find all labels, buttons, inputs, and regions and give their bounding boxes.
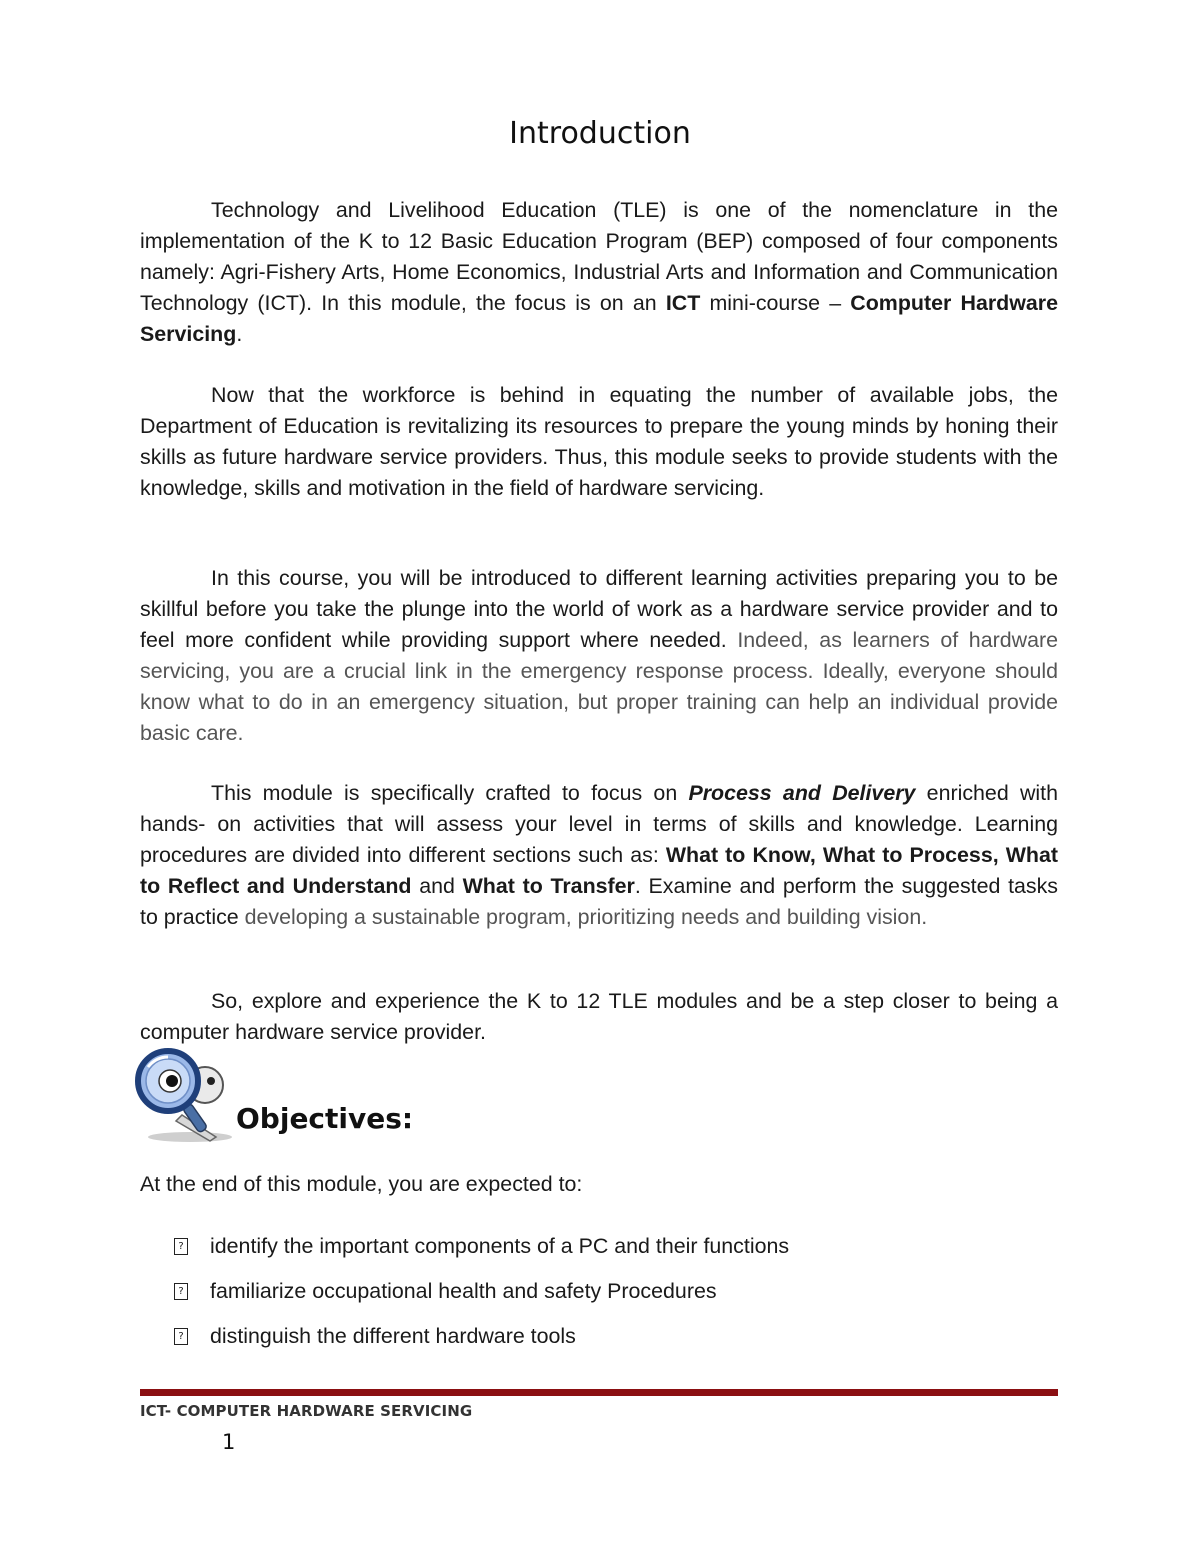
objectives-intro: At the end of this module, you are expected to: [140, 1172, 583, 1196]
paragraph-3 [140, 563, 1058, 749]
paragraph-1 [140, 195, 1058, 350]
magnifying-glass-mascot-icon [130, 1045, 240, 1145]
p1-text-c: mini-course – [700, 291, 851, 315]
objective-text: distinguish the different hardware tools [210, 1324, 576, 1348]
p1-bold-ict: ICT [665, 291, 701, 315]
p4-bold-italic: Process and Delivery [688, 781, 916, 805]
page-title: Introduction [509, 116, 691, 151]
p1-bold-course: Computer Hardware Servicing [140, 291, 1058, 346]
p4-text-h: developing a sustainable program, prioritizing needs and building vision. [244, 905, 928, 929]
list-item [140, 1234, 789, 1279]
p4-text-e: and [411, 874, 463, 898]
p4-text-a: This module is specifically crafted to focus on [211, 781, 689, 805]
list-item [140, 1324, 789, 1369]
checkbox-bullet-icon: ? [174, 1328, 188, 1345]
p3-text-b: Indeed, as learners of hardware servicing, you are a crucial link in the emergency response process. Ideally, everyone should know what to do in an emergency situation, but proper training can help an individual provide basic care. [140, 628, 1058, 745]
objectives-list [140, 1234, 789, 1369]
list-item [140, 1279, 789, 1324]
objectives-heading: Objectives: [236, 1102, 414, 1135]
paragraph-2: Now that the workforce is behind in equating the number of available jobs, the Department of Education is revitalizing its resources to prepare the young minds by honing their skills as future hardware service providers. Thus, this module seeks to provide students with the knowledge, skills and motivation in the field of hardware servicing. [140, 383, 1058, 500]
footer-label: ICT- COMPUTER HARDWARE SERVICING [140, 1402, 473, 1420]
p4-text-g: . Examine and perform the suggested tasks to practice [140, 874, 1058, 929]
p3-text-a: In this course, you will be introduced to different learning activities preparing you to be skillful before you take the plunge into the world of work as a hardware service provider and to feel more confident while providing support where needed. [140, 566, 1058, 652]
p1-text-a: Technology and Livelihood Education (TLE) is one of the nomenclature in the implementation of the K to 12 Basic Education Program (BEP) composed of four components namely: Agri-Fishery Arts, Home Economics, Industrial Arts and Information and Communication Technology (ICT). In this module, the focus is on an [140, 198, 1058, 315]
objective-text: identify the important components of a PC and their functions [210, 1234, 790, 1258]
objective-text: familiarize occupational health and safety Procedures [210, 1279, 717, 1303]
p4-bold-transfer: What to Transfer [462, 874, 635, 898]
p1-text-e: . [236, 322, 243, 346]
checkbox-bullet-icon: ? [174, 1238, 188, 1255]
paragraph-5: So, explore and experience the K to 12 TLE modules and be a step closer to being a computer hardware service provider. [140, 989, 1058, 1044]
paragraph-4 [140, 778, 1058, 933]
checkbox-bullet-icon: ? [174, 1283, 188, 1300]
page-number: 1 [222, 1430, 236, 1454]
footer-rule [140, 1389, 1058, 1396]
p4-bold-sections: What to Know, What to Process, What to Reflect and Understand [140, 843, 1059, 898]
p4-text-c: enriched with hands- on activities that will assess your level in terms of skills and knowledge. Learning procedures are divided into different sections such as: [140, 781, 1058, 867]
